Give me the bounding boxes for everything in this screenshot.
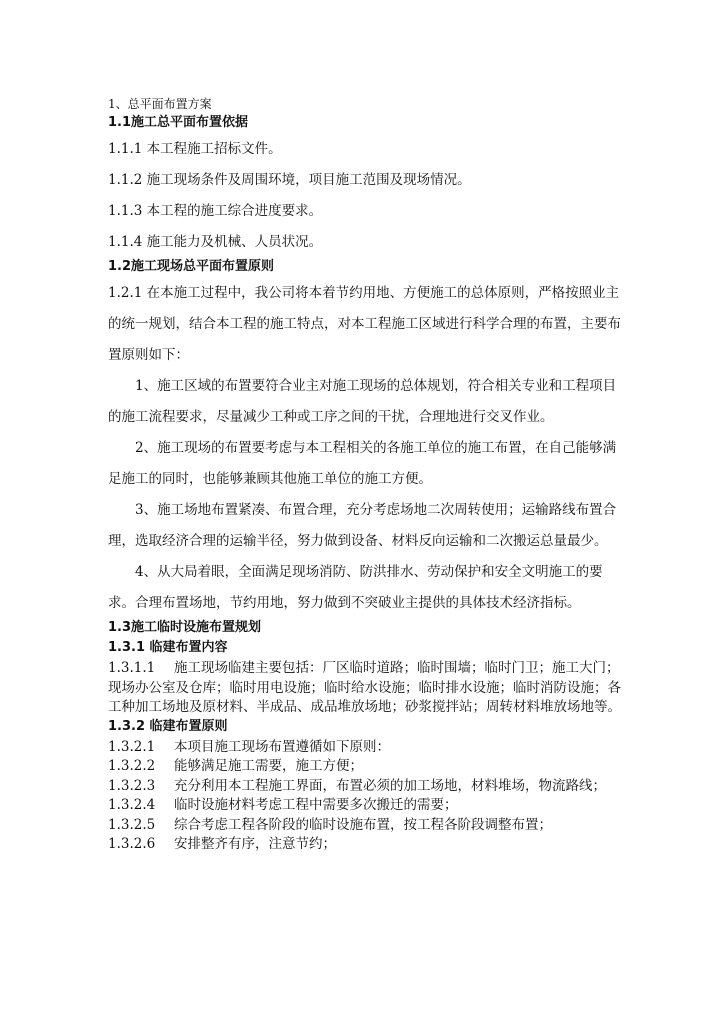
- list-item: 1.1.1 本工程施工招标文件。: [108, 141, 282, 157]
- section-1-1-title: 1.1施工总平面布置依据: [108, 115, 249, 130]
- list-item: 1.1.2 施工现场条件及周围环境，项目施工范围及现场情况。: [108, 172, 471, 188]
- item-text: 本项目施工现场布置遵循如下原则：: [174, 738, 390, 755]
- item-text: 临时设施材料考虑工程中需要多次搬迁的需要；: [174, 797, 458, 813]
- list-item: [108, 816, 628, 836]
- list-item: [108, 835, 628, 855]
- item-text: 综合考虑工程各阶段的临时设施布置，按工程各阶段调整布置；: [174, 816, 552, 833]
- list-item: [108, 796, 628, 816]
- list-item: [108, 777, 628, 797]
- item-label: 1.3.1.1: [108, 660, 156, 676]
- section-1-2-title: 1.2施工现场总平面布置原则: [108, 259, 275, 274]
- principle-paragraph: 2、施工现场的布置要考虑与本工程相关的各施工单位的施工布置，在自己能够满足施工的同时，也能够兼顾其他施工单位的施工方便。: [108, 440, 617, 487]
- doc-heading: 1、总平面布置方案: [108, 97, 212, 111]
- list-item: 1.1.4 施工能力及机械、人员状况。: [108, 234, 323, 250]
- section-1-3-1-1: [108, 659, 628, 718]
- item-text: 施工现场临建主要包括：厂区临时道路；临时围墙；临时门卫；施工大门；现场办公室及仓库；临时用电设施；临时给水设施；临时排水设施；临时消防设施；各工种加工场地及原材料、半成品、成品堆放场地；砂浆搅拌站；周转材料堆放场地等。: [108, 660, 621, 715]
- list-item: [108, 738, 628, 758]
- list-item: 1.1.3 本工程的施工综合进度要求。: [108, 203, 323, 219]
- item-label: 1.3.2.1: [108, 738, 156, 755]
- principle-paragraph: 1、施工区域的布置要符合业主对施工现场的总体规划，符合相关专业和工程项目的施工流程要求，尽量减少工种或工序之间的干扰，合理地进行交叉作业。: [108, 378, 617, 425]
- item-label: 1.3.2.4: [108, 797, 156, 813]
- item-label: 1.3.2.3: [108, 777, 156, 794]
- item-label: 1.3.2.2: [108, 758, 156, 774]
- section-1-3-1-title: 1.3.1 临建布置内容: [108, 640, 228, 655]
- item-label: 1.3.2.6: [108, 836, 156, 852]
- item-text: 能够满足施工需要，施工方便；: [174, 758, 363, 774]
- section-1-3-2-title: 1.3.2 临建布置原则: [108, 718, 228, 734]
- item-text: 充分利用本工程施工界面，布置必须的加工场地，材料堆场，物流路线；: [174, 777, 606, 794]
- document-page: [108, 96, 628, 855]
- principle-paragraph: 4、从大局着眼，全面满足现场消防、防洪排水、劳动保护和安全文明施工的要求。合理布置场地，节约用地，努力做到不突破业主提供的具体技术经济指标。: [108, 564, 603, 611]
- item-text: 安排整齐有序，注意节约；: [174, 836, 336, 852]
- principle-paragraph: 3、施工场地布置紧凑、布置合理，充分考虑场地二次周转使用；运输路线布置合理，选取经济合理的运输半径，努力做到设备、材料反向运输和二次搬运总量最少。: [108, 502, 617, 549]
- list-item: [108, 757, 628, 777]
- section-1-2-intro: 1.2.1 在本施工过程中，我公司将本着节约用地、方便施工的总体原则，严格按照业主的统一规划，结合本工程的施工特点，对本工程施工区域进行科学合理的布置，主要布置原则如下：: [108, 285, 621, 363]
- section-1-3-title: 1.3施工临时设施布置规划: [108, 620, 262, 635]
- item-label: 1.3.2.5: [108, 816, 156, 833]
